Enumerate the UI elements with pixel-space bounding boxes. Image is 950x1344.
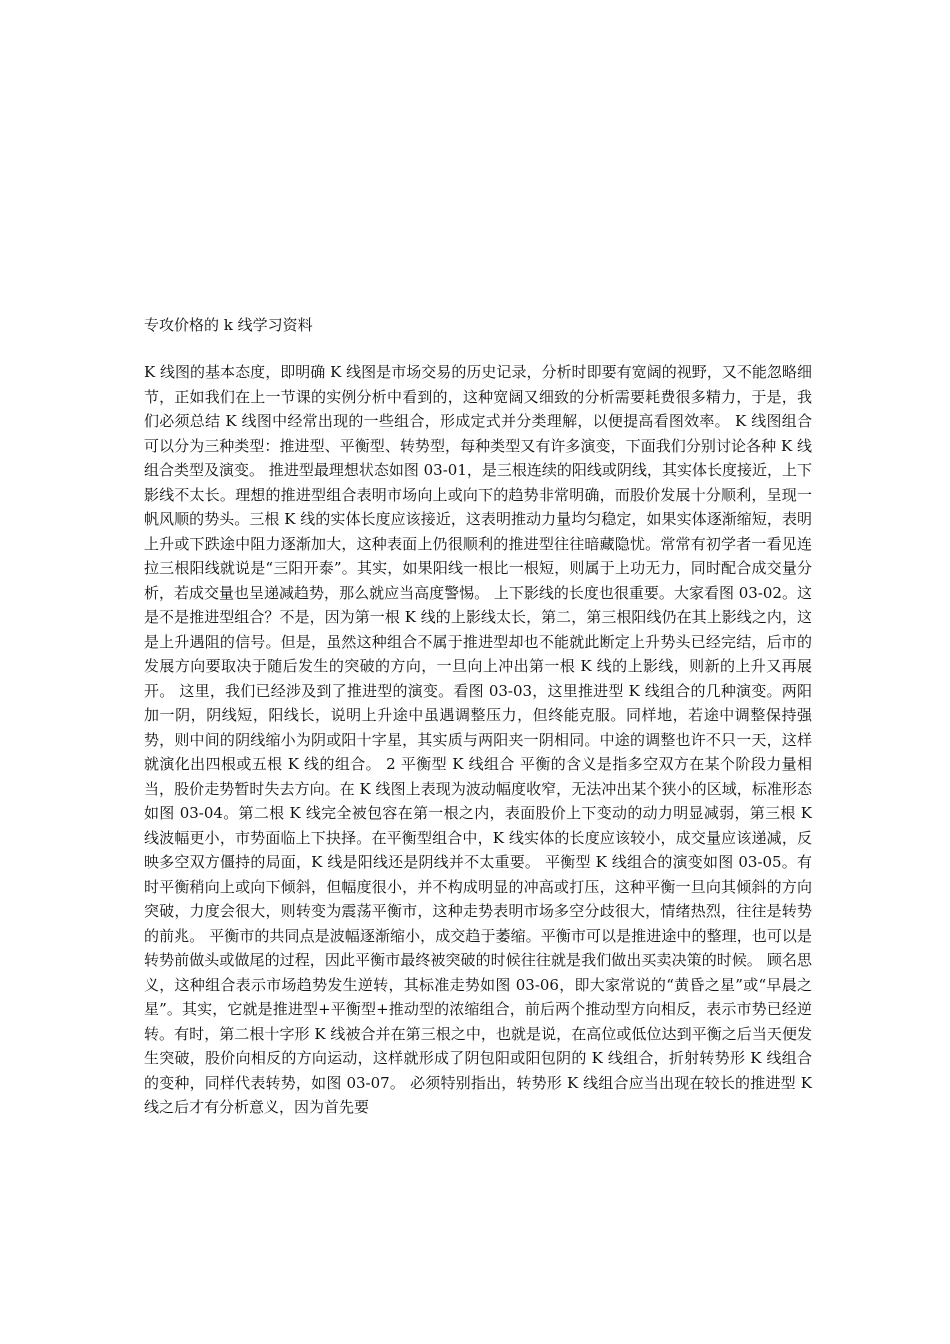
document-title: 专攻价格的 k 线学习资料	[144, 316, 313, 334]
document-body-paragraph: K 线图的基本态度，即明确 K 线图是市场交易的历史记录，分析时即要有宽阔的视野，又不能忽略细节，正如我们在上一节课的实例分析中看到的，这种宽阔又细致的分析需要耗费很多精力，于是，我们必须总结 K 线图中经常出现的一些组合，形成定式并分类理解，以便提高看图效率。 K 线图组合可以分为三种类型：推进型、平衡型、转势型，每种类型又有许多演变，下面我们分别讨论各种 K 线组合类型及演变。 推进型最理想状态如图 03-01，是三根连续的阳线或阴线，其实体长度接近，上下影线不太长。理想的推进型组合表明市场向上或向下的趋势非常明确，而股价发展十分顺利，呈现一帆风顺的势头。三根 K 线的实体长度应该接近，这表明推动力量均匀稳定，如果实体逐渐缩短，表明上升或下跌途中阻力逐渐加大，这种表面上仍很顺利的推进型往往暗藏隐忧。常常有初学者一看见连拉三根阳线就说是“三阳开泰”。其实，如果阳线一根比一根短，则属于上功无力，同时配合成交量分析，若成交量也呈递减趋势，那么就应当高度警惕。 上下影线的长度也很重要。大家看图 03-02。这是不是推进型组合？不是，因为第一根 K 线的上影线太长，第二，第三根阳线仍在其上影线之内，这是上升遇阻的信号。但是，虽然这种组合不属于推进型却也不能就此断定上升势头已经完结，后市的发展方向要取决于随后发生的突破的方向，一旦向上冲出第一根 K 线的上影线，则新的上升又再展开。 这里，我们已经涉及到了推进型的演变。看图 03-03，这里推进型 K 线组合的几种演变。两阳加一阴，阴线短，阳线长，说明上升途中虽遇调整压力，但终能克服。同样地，若途中调整保持强势，则中间的阴线缩小为阴或阳十字星，其实质与两阳夹一阴相同。中途的调整也许不只一天，这样就演化出四根或五根 K 线的组合。 2 平衡型 K 线组合 平衡的含义是指多空双方在某个阶段力量相当，股价走势暂时失去方向。在 K 线图上表现为波动幅度收窄，无法冲出某个狭小的区域，标准形态如图 03-04。第二根 K 线完全被包容在第一根之内，表面股价上下变动的动力明显减弱，第三根 K 线波幅更小，市势面临上下抉择。在平衡型组合中，K 线实体的长度应该较小，成交量应该递减，反映多空双方僵持的局面，K 线是阳线还是阴线并不太重要。 平衡型 K 线组合的演变如图 03-05。有时平衡稍向上或向下倾斜，但幅度很小，并不构成明显的冲高或打压，这种平衡一旦向其倾斜的方向突破，力度会很大，则转变为震荡平衡市，这种走势表明市场多空分歧很大，情绪热烈，往往是转势的前兆。 平衡市的共同点是波幅逐渐缩小，成交趋于萎缩。平衡市可以是推进途中的整理，也可以是转势前做头或做尾的过程，因此平衡市最终被突破的时候往往就是我们做出买卖决策的时候。 顾名思义，这种组合表示市场趋势发生逆转，其标准走势如图 03-06，即大家常说的“黄昏之星”或“早晨之星”。其实，它就是推进型+平衡型+推动型的浓缩组合，前后两个推动型方向相反，表示市势已经逆转。有时，第二根十字形 K 线被合并在第三根之中，也就是说，在高位或低位达到平衡之后当天便发生突破，股价向相反的方向运动，这样就形成了阴包阳或阳包阴的 K 线组合，折射转势形 K 线组合的变种，同样代表转势，如图 03-07。 必须特别指出，转势形 K 线组合应当出现在较长的推进型 K 线之后才有分析意义，因为首先要	[144, 363, 812, 1116]
document-content	[144, 314, 812, 1120]
